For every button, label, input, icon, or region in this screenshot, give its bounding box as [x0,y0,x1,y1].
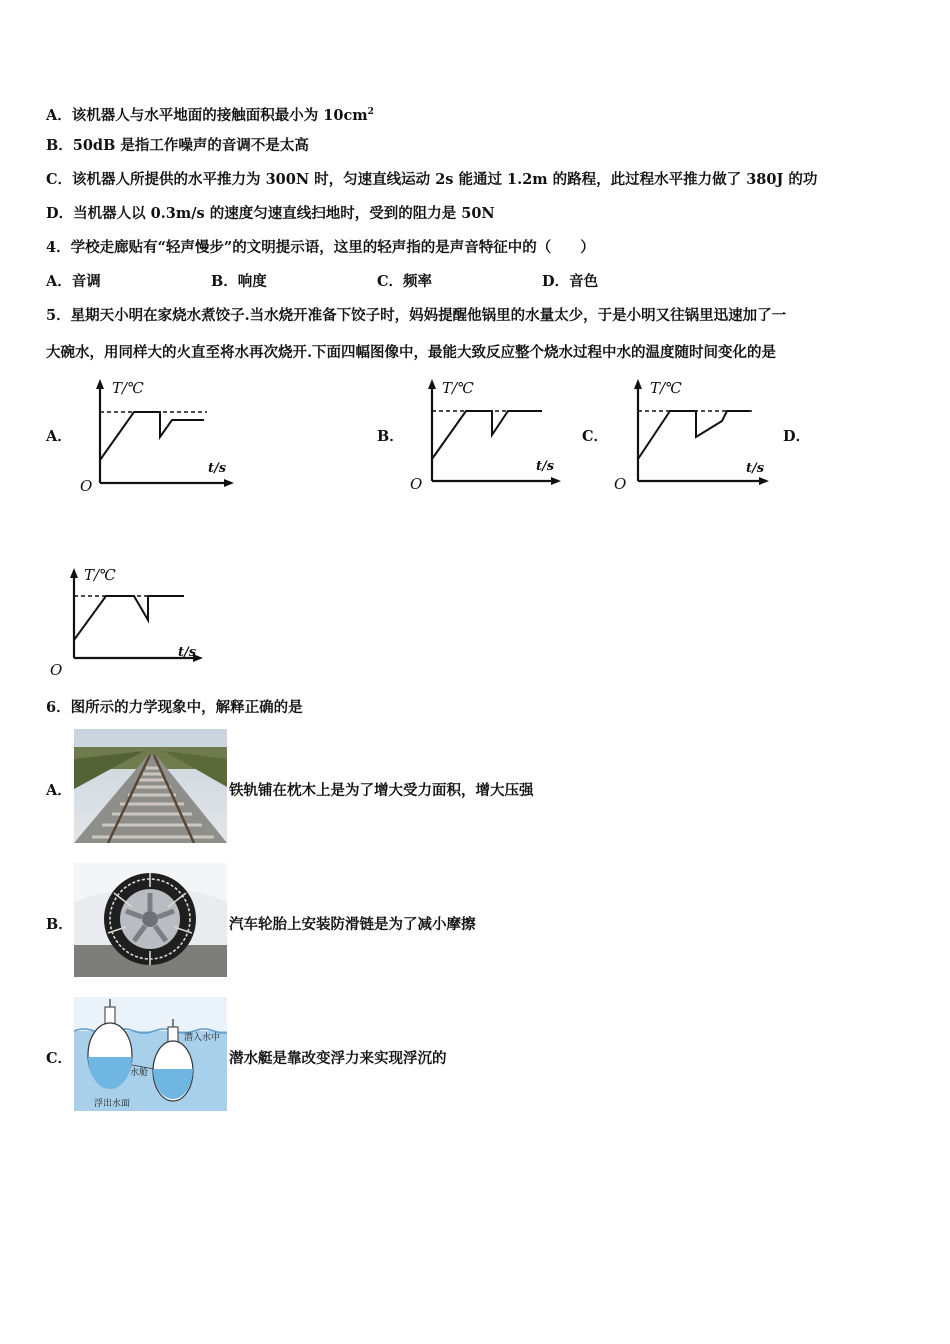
submarine-water-tank-label: 水舱 [130,1068,149,1078]
q5-label-a: A． [46,428,72,445]
q5-graph-d-origin: O [50,661,63,679]
q3-option-c: C．该机器人所提供的水平推力为 300N 时，匀速直线运动 2s 能通过 1.2m 的路程，此过程水平推力做了 380J 的功 [46,171,818,188]
submarine-diagram-image [74,997,227,1111]
q6-label-b: B． [46,916,73,933]
q4-option-b: B．响度 [211,273,267,290]
q6-caption-a: 铁轨铺在枕木上是为了增大受力面积，增大压强 [229,782,534,799]
q5-graph-a-origin: O [80,477,93,495]
q5-graph-c-origin: O [614,475,627,493]
q5-graph-d-y-label: T/℃ [84,566,116,584]
q4-option-c: C．频率 [377,273,433,290]
q3-option-d: D．当机器人以 0.3m/s 的速度匀速直线扫地时，受到的阻力是 50N [46,205,495,222]
q5-graph-d [46,560,216,685]
q5-label-b: B． [377,428,404,445]
q4-options [46,272,766,294]
submarine-surfaced-label: 浮出水面 [94,1099,131,1109]
q5-stem-line2: 大碗水，用同样大的火直至将水再次烧开.下面四幅图像中，最能大致反应整个烧水过程中水的温度随时间变化的是 [46,344,777,361]
tire-snow-chain-image [74,863,227,977]
q5-graph-c-y-label: T/℃ [650,379,682,397]
q6-caption-c: 潜水艇是靠改变浮力来实现浮沉的 [229,1050,447,1067]
q4-option-a: A．音调 [46,273,101,290]
q5-graph-d-x-label: t/s [178,645,197,660]
q5-graph-c-x-label: t/s [746,461,765,476]
submarine-submerged-label: 潜入水中 [184,1033,221,1043]
q6-stem: 6．图所示的力学现象中，解释正确的是 [46,699,303,716]
q5-graph-b-y-label: T/℃ [442,379,474,397]
q6-label-c: C． [46,1050,73,1067]
q5-graph-b [404,375,574,500]
q3-option-a: A．该机器人与水平地面的接触面积最小为 $10cm^2$ [46,107,374,124]
q5-graph-b-x-label: t/s [536,459,555,474]
q5-graph-b-origin: O [410,475,423,493]
q4-option-d: D．音色 [542,273,599,290]
railway-track-image [74,729,227,843]
q5-graph-a-x-label: t/s [208,461,227,476]
q4-stem: 4．学校走廊贴有“轻声慢步”的文明提示语，这里的轻声指的是声音特征中的（ ） [46,239,595,256]
q6-caption-b: 汽车轮胎上安装防滑链是为了减小摩擦 [229,916,476,933]
q5-label-d: D． [783,428,811,445]
q5-label-c: C． [582,428,609,445]
q3-option-b: B．50dB 是指工作噪声的音调不是太高 [46,137,309,154]
q5-stem-line1: 5．星期天小明在家烧水煮饺子.当水烧开准备下饺子时，妈妈提醒他锅里的水量太少，于是小明又往锅里迅速加了一 [46,307,787,324]
q5-graph-a [72,375,242,500]
q5-graph-a-y-label: T/℃ [112,379,144,397]
q5-graph-c [612,375,782,500]
q6-label-a: A． [46,782,72,799]
